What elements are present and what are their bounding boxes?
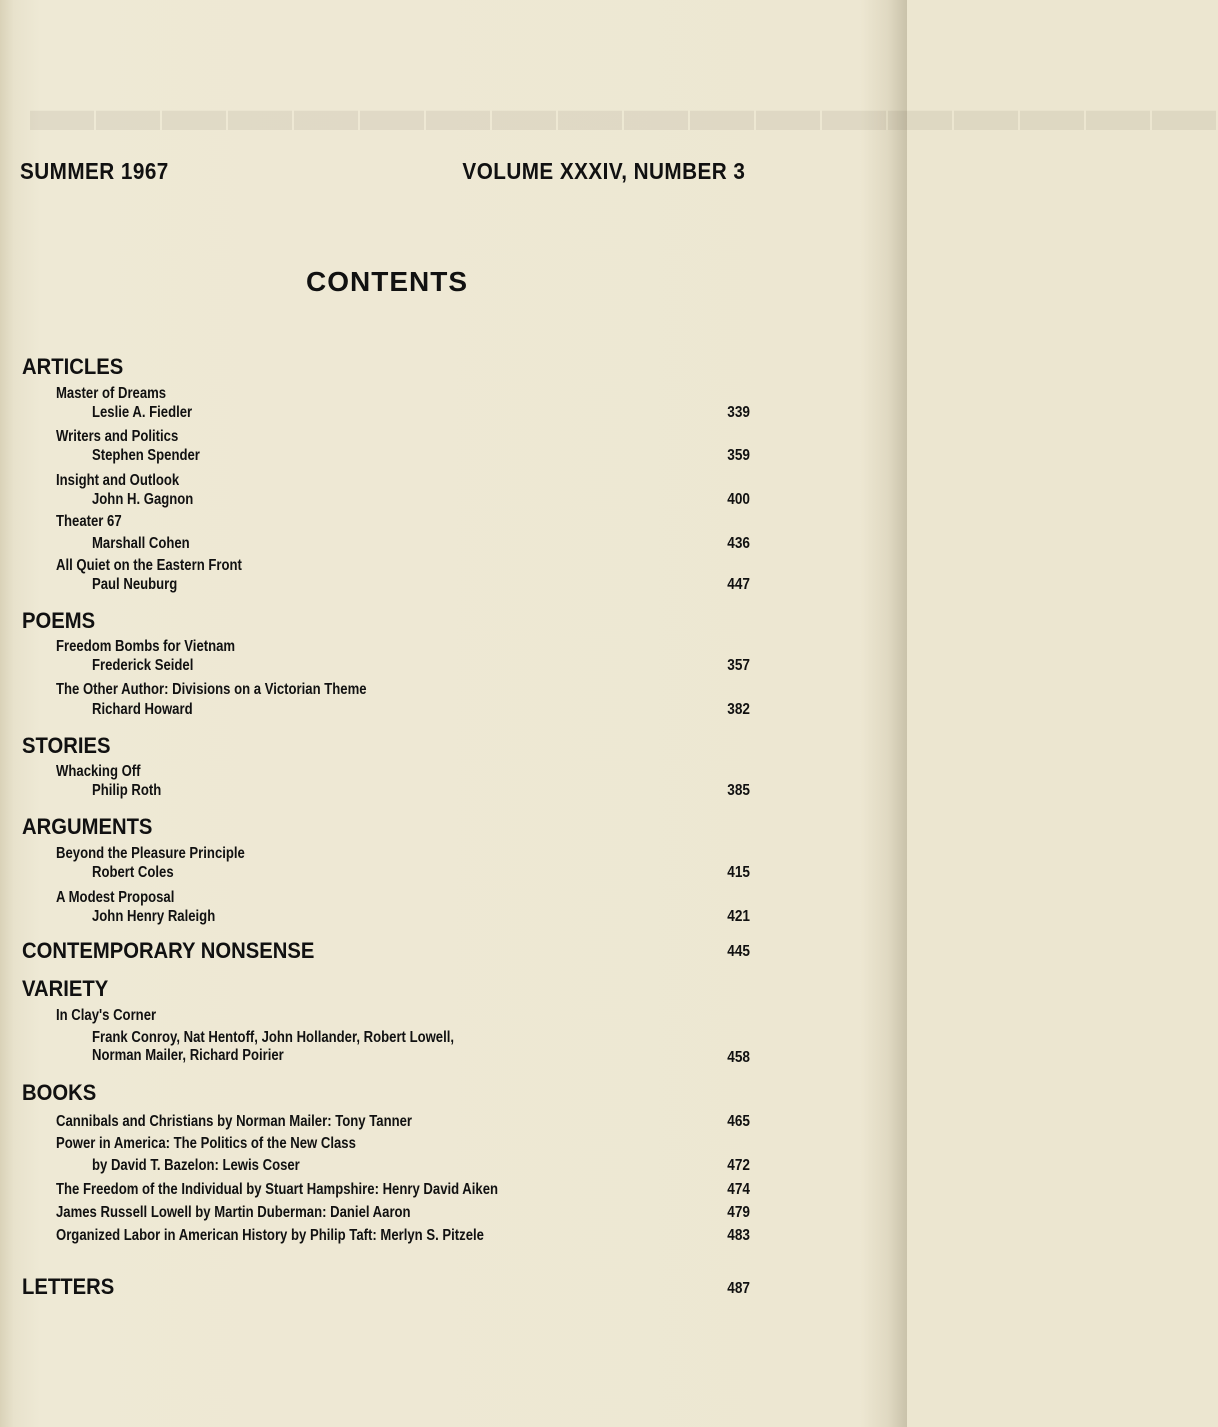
entry-title: Theater 67 xyxy=(56,513,122,530)
entry-author: John Henry Raleigh xyxy=(92,908,216,925)
section-arguments: ARGUMENTS xyxy=(22,814,153,839)
entry-author: Paul Neuburg xyxy=(92,576,178,593)
section-books: BOOKS xyxy=(22,1080,97,1105)
entry-title: Writers and Politics xyxy=(56,428,179,445)
section-poems: POEMS xyxy=(22,608,96,633)
page-number: 382 xyxy=(727,701,750,718)
page-number: 359 xyxy=(727,447,750,464)
entry-title: In Clay's Corner xyxy=(56,1007,157,1024)
entry-title: James Russell Lowell by Martin Duberman: Daniel Aaron xyxy=(56,1204,411,1221)
entry-title: Whacking Off xyxy=(56,763,141,780)
entry-author: Norman Mailer, Richard Poirier xyxy=(92,1047,284,1064)
volume-number: VOLUME XXXIV, NUMBER 3 xyxy=(462,158,745,184)
page-number: 487 xyxy=(727,1280,750,1297)
page-number: 436 xyxy=(727,535,750,552)
entry-author: Richard Howard xyxy=(92,701,193,718)
entry-title: The Other Author: Divisions on a Victorian Theme xyxy=(56,681,367,698)
entry-title: The Freedom of the Individual by Stuart Hampshire: Henry David Aiken xyxy=(56,1181,499,1198)
entry-title: Power in America: The Politics of the New Class xyxy=(56,1135,356,1152)
section-letters: LETTERS xyxy=(22,1274,115,1299)
page-number: 421 xyxy=(727,908,750,925)
entry-title: Beyond the Pleasure Principle xyxy=(56,845,245,862)
entry-title: Cannibals and Christians by Norman Mailer: Tony Tanner xyxy=(56,1113,413,1130)
section-contemporary-nonsense: CONTEMPORARY NONSENSE xyxy=(22,938,315,963)
page-number: 465 xyxy=(727,1113,750,1130)
entry-title: Insight and Outlook xyxy=(56,472,180,489)
page-number: 445 xyxy=(727,943,750,960)
page-number: 447 xyxy=(727,576,750,593)
section-variety: VARIETY xyxy=(22,976,109,1001)
entry-author: John H. Gagnon xyxy=(92,491,194,508)
page-number: 472 xyxy=(727,1157,750,1174)
bleed-through-shadow: ▬▬▬▬▬▬▬▬▬▬▬▬▬▬▬▬▬▬ xyxy=(30,73,1218,144)
issue-date: SUMMER 1967 xyxy=(20,158,169,184)
page-number: 483 xyxy=(727,1227,750,1244)
entry-title: A Modest Proposal xyxy=(56,889,175,906)
page-number: 415 xyxy=(727,864,750,881)
contents-title: CONTENTS xyxy=(306,266,468,297)
entry-author: Marshall Cohen xyxy=(92,535,190,552)
entry-title: All Quiet on the Eastern Front xyxy=(56,557,242,574)
page-number: 479 xyxy=(727,1204,750,1221)
page-number: 458 xyxy=(727,1049,750,1066)
page-number: 474 xyxy=(727,1181,750,1198)
section-articles: ARTICLES xyxy=(22,354,124,379)
section-stories: STORIES xyxy=(22,733,111,758)
entry-title: Organized Labor in American History by Philip Taft: Merlyn S. Pitzele xyxy=(56,1227,484,1244)
entry-author: Robert Coles xyxy=(92,864,174,881)
page-number: 400 xyxy=(727,491,750,508)
entry-author: Leslie A. Fiedler xyxy=(92,404,193,421)
entry-author: Stephen Spender xyxy=(92,447,200,464)
page-number: 385 xyxy=(727,782,750,799)
entry-author: Philip Roth xyxy=(92,782,162,799)
entry-author: by David T. Bazelon: Lewis Coser xyxy=(92,1157,300,1174)
entry-title: Master of Dreams xyxy=(56,385,167,402)
page-number: 339 xyxy=(727,404,750,421)
entry-author: Frederick Seidel xyxy=(92,657,194,674)
entry-title: Freedom Bombs for Vietnam xyxy=(56,638,236,655)
page-number: 357 xyxy=(727,657,750,674)
entry-author: Frank Conroy, Nat Hentoff, John Hollander, Robert Lowell, xyxy=(92,1029,455,1046)
